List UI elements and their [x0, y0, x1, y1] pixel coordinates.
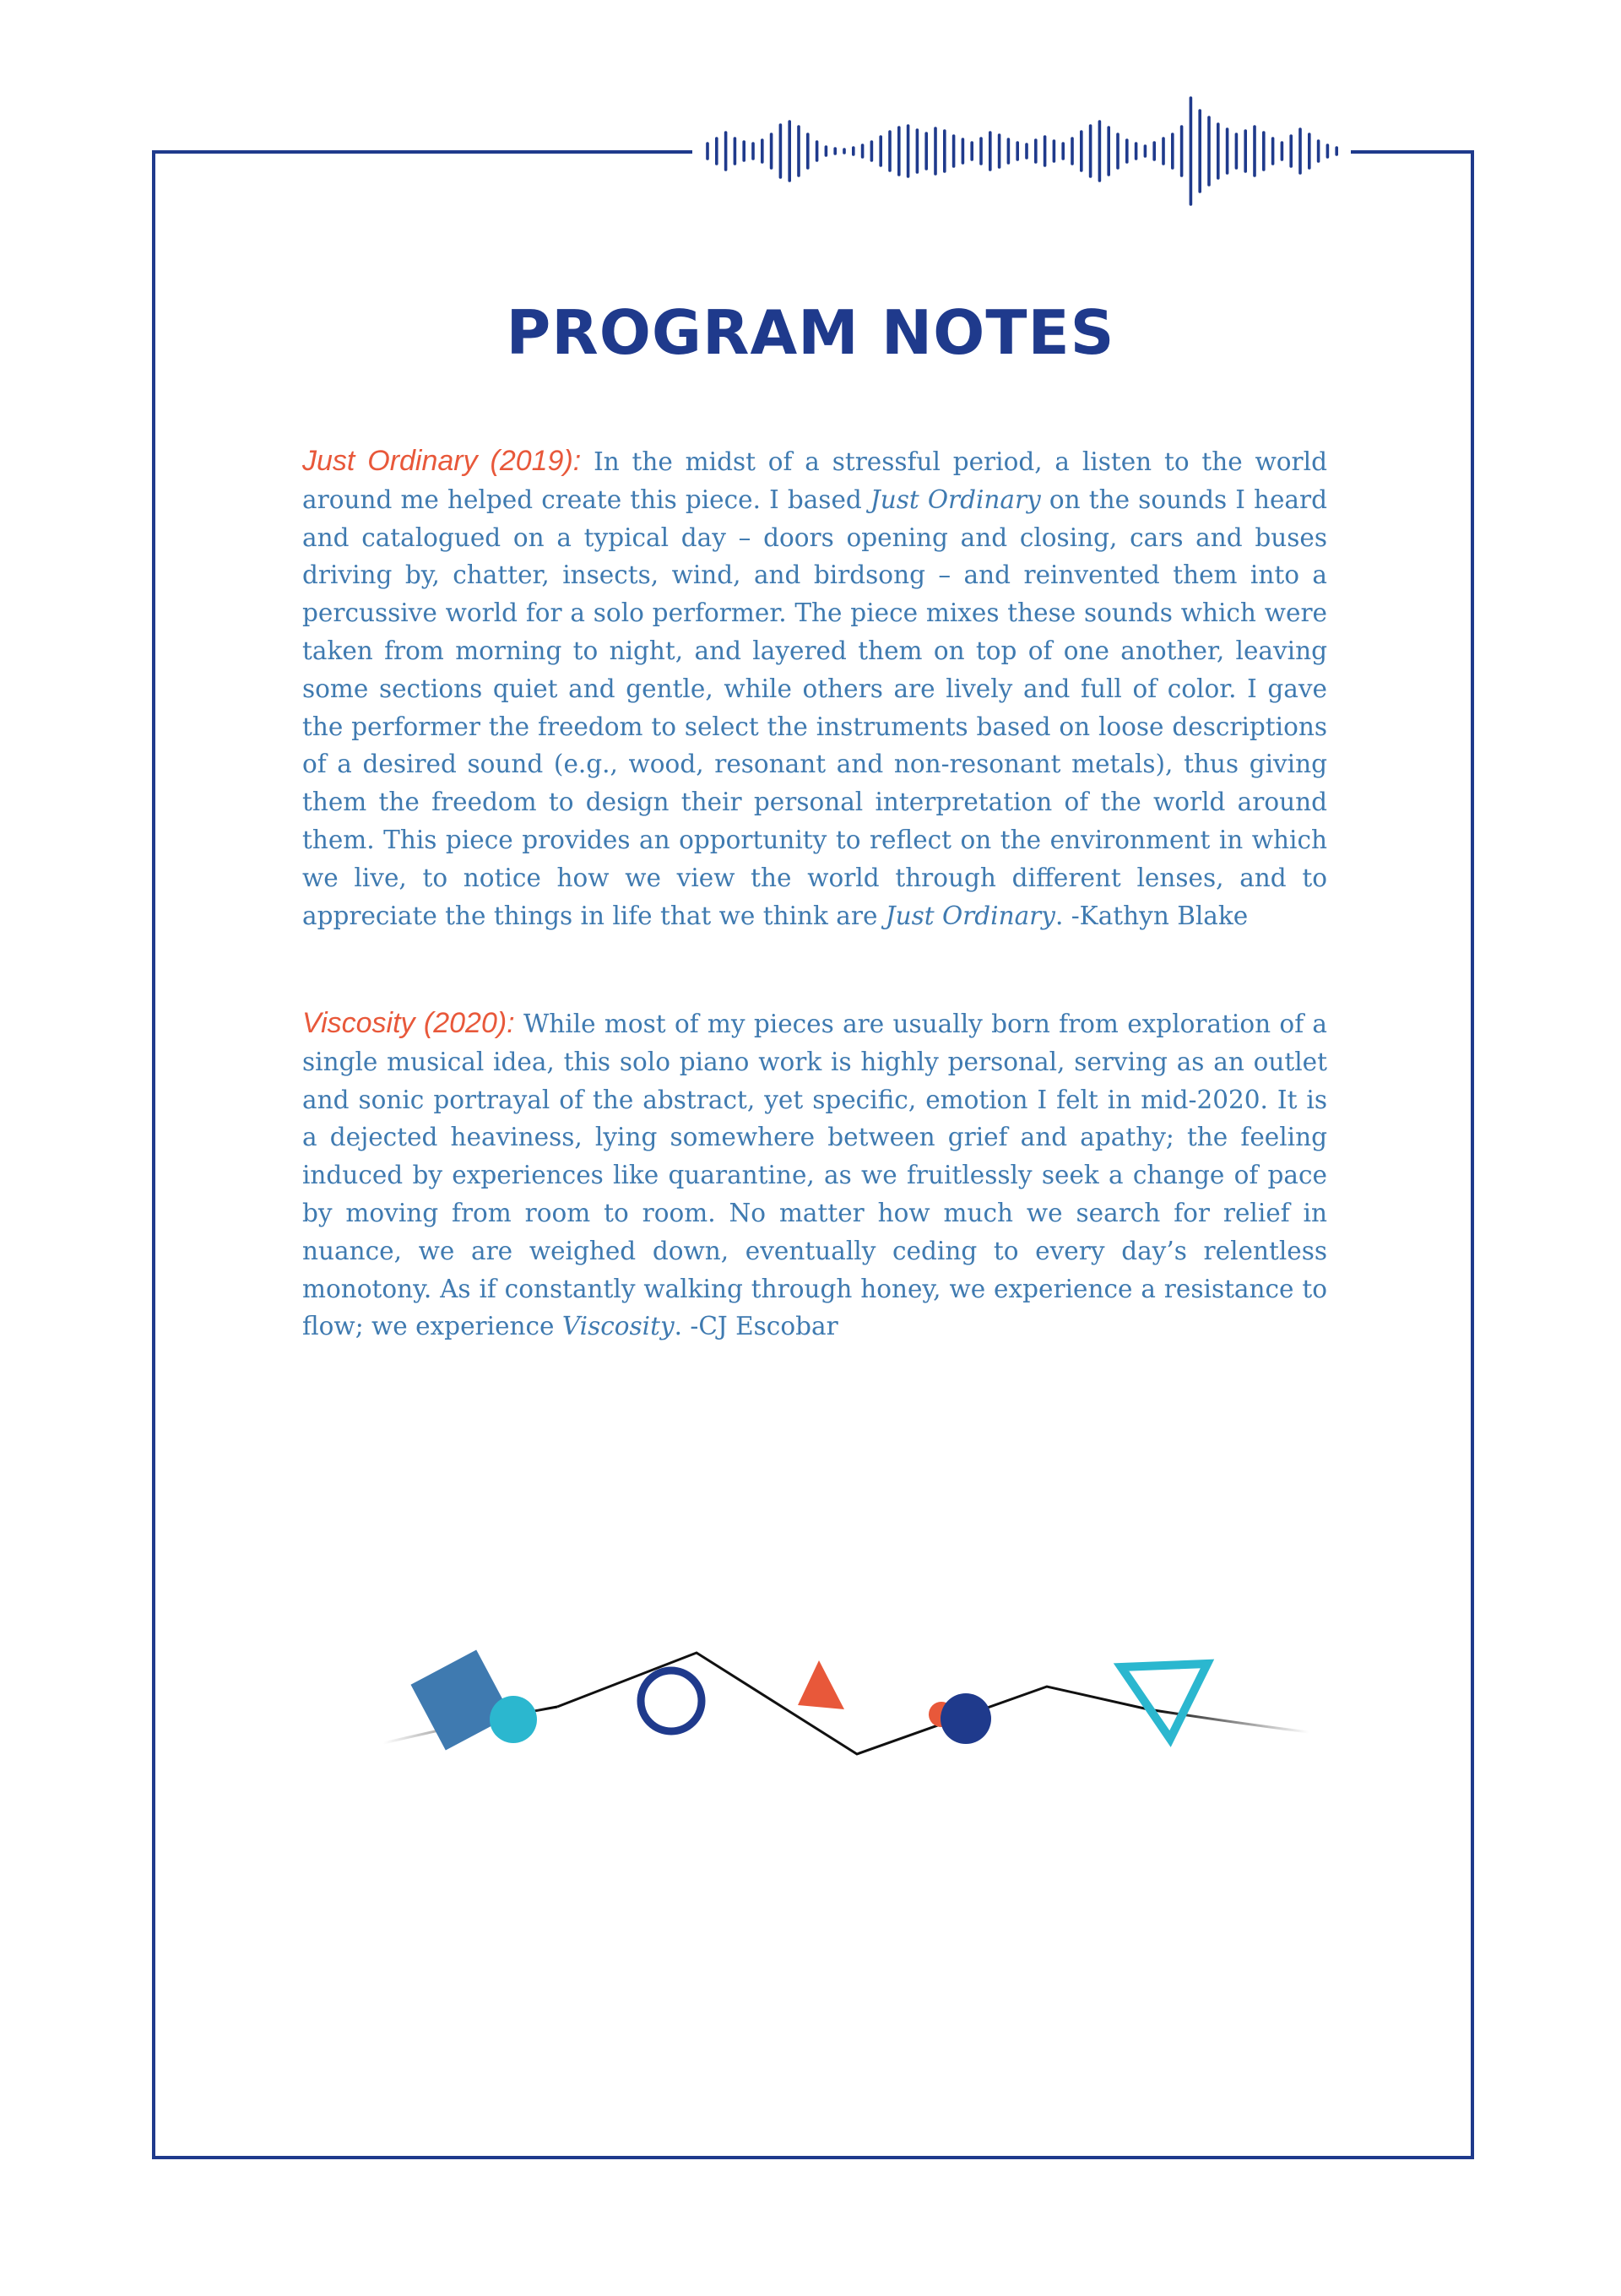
page-title: PROGRAM NOTES: [506, 297, 1115, 368]
zigzag-line: [557, 1653, 1148, 1754]
triangle-shape: [798, 1660, 844, 1709]
piece-title: Just Ordinary (2019):: [302, 445, 582, 477]
navy-circle-shape: [941, 1693, 991, 1744]
inverted-triangle-shape: [1121, 1664, 1207, 1739]
program-note-viscosity: Viscosity (2020): While most of my pieces are usually born from exploration of a single musical idea, this solo piano work is highly personal, serving as an outlet and sonic portrayal of the abstract, yet specific, emotion I felt in mid-2020. It is a dejected heaviness, lying somewhere between grief and apathy; the feeling induced by experiences like quarantine, as we fruitlessly seek a change of pace by moving from room to room. No matter how much we search for relief in nuance, we are weighed down, eventually ceding to every day’s relentless monotony. As if constantly walking through honey, we experience a resistance to flow; we experience Viscosity. -CJ Escobar: [302, 1007, 1328, 1341]
sound-waveform-icon: [701, 88, 1342, 214]
decorative-shapes: [371, 1629, 1317, 1781]
teal-circle-shape: [490, 1696, 537, 1743]
ring-shape: [641, 1671, 702, 1731]
program-note-just-ordinary: Just Ordinary (2019): In the midst of a stressful period, a listen to the world around me helped create this piece. I based Just Ordinary on the sounds I heard and catalogued on a typical day – doors opening and closing, cars and buses driving by, chatter, insects, wind, and birdsong – and reinvented them into a percussive world for a solo performer. The piece mixes these sounds which were taken from morning to night, and layered them on top of one another, leaving some sections quiet and gentle, while others are lively and full of color. I gave the performer the freedom to select the instruments based on loose descriptions of a desired sound (e.g., wood, resonant and non-resonant metals), thus giving them the freedom to design their personal interpretation of the world around them. This piece provides an opportunity to reflect on the environment in which we live, to notice how we view the world through different lenses, and to appreciate the things in life that we think are Just Ordinary. -Kathyn Blake: [302, 445, 1327, 930]
piece-title: Viscosity (2020):: [302, 1007, 515, 1039]
